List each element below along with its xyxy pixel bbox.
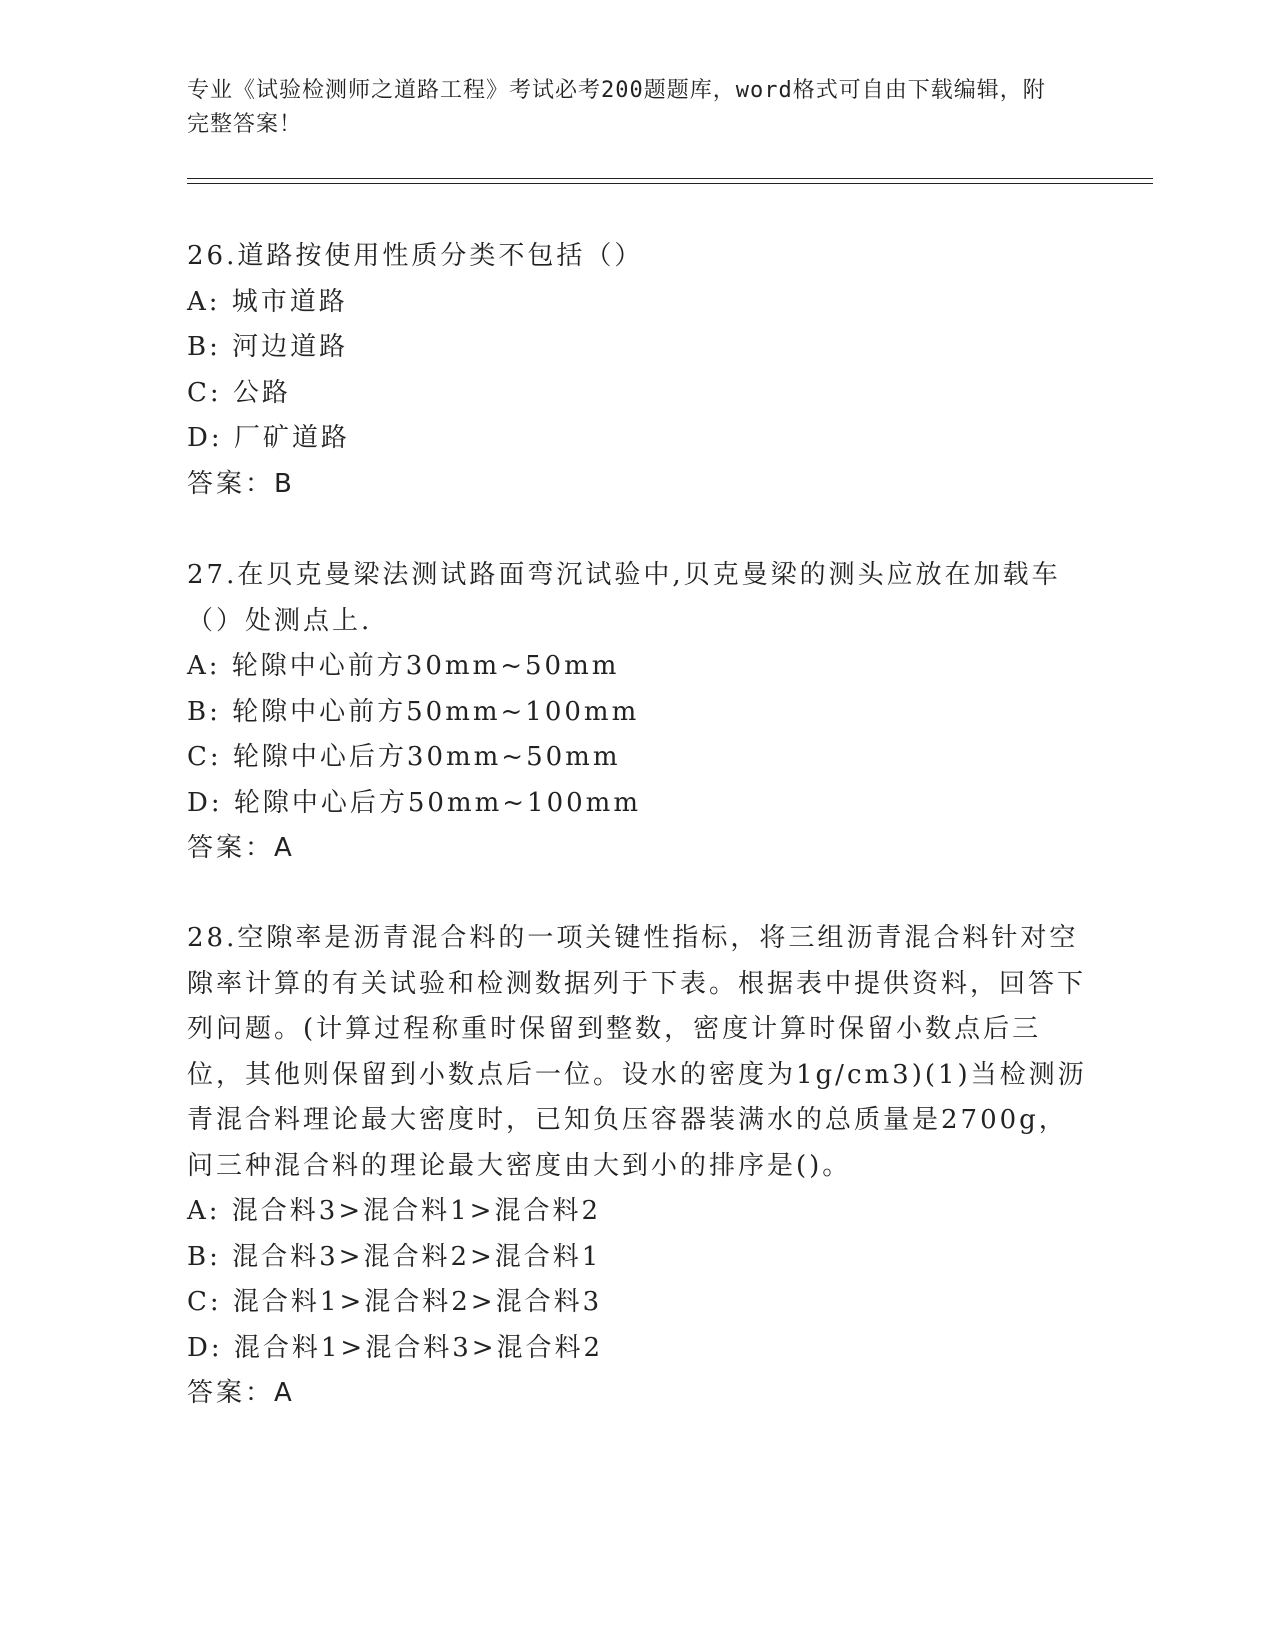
option-b: B: 轮隙中心前方50mm~100mm xyxy=(187,696,640,727)
option-d: D: 厂矿道路 xyxy=(187,423,350,453)
header-divider-top xyxy=(187,178,1153,179)
option-a: A: 轮隙中心前方30mm~50mm xyxy=(187,651,620,681)
option-c: C: 公路 xyxy=(187,377,291,408)
option-a: A: 混合料3>混合料1>混合料2 xyxy=(187,1196,601,1226)
option-c: C: 轮隙中心后方30mm~50mm xyxy=(187,742,621,772)
option-d: D: 轮隙中心后方50mm~100mm xyxy=(187,787,641,818)
header-divider-bottom xyxy=(187,183,1153,184)
option-b: B: 河边道路 xyxy=(187,332,349,362)
answer-line: 答案：A xyxy=(187,833,295,863)
option-a: A: 城市道路 xyxy=(187,286,348,317)
question-26 xyxy=(187,234,1087,507)
answer-line: 答案：B xyxy=(187,468,295,499)
option-b: B: 混合料3>混合料2>混合料1 xyxy=(187,1241,602,1272)
question-28 xyxy=(187,916,1087,1417)
answer-line: 答案：A xyxy=(187,1378,295,1408)
question-27 xyxy=(187,553,1087,872)
option-c: C: 混合料1>混合料2>混合料3 xyxy=(187,1287,603,1317)
option-d: D: 混合料1>混合料3>混合料2 xyxy=(187,1332,604,1363)
question-stem: 27.在贝克曼梁法测试路面弯沉试验中,贝克曼梁的测头应放在加载车（）处测点上. xyxy=(187,560,1061,636)
question-stem: 26.道路按使用性质分类不包括（） xyxy=(187,241,644,271)
question-stem: 28.空隙率是沥青混合料的一项关键性指标，将三组沥青混合料针对空隙率计算的有关试验和检测数据列于下表。根据表中提供资料，回答下列问题。(计算过程称重时保留到整数，密度计算时保留小数点后三位，其他则保留到小数点后一位。设水的密度为1g/cm3)(1)当检测沥青混合料理论最大密度时，已知负压容器装满水的总质量是2700g，问三种混合料的理论最大密度由大到小的排序是()。 xyxy=(187,923,1087,1181)
document-header: 专业《试验检测师之道路工程》考试必考200题题库，word格式可自由下载编辑，附完整答案！ xyxy=(187,78,1046,137)
